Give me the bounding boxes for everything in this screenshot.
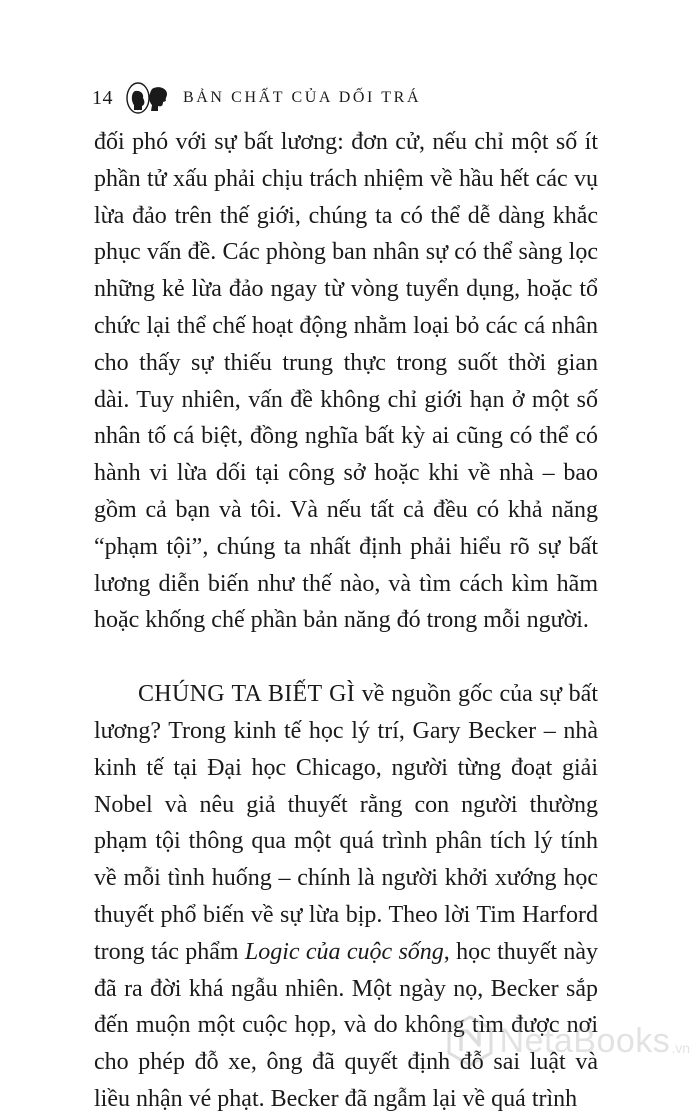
- paragraph-2-text-a: về nguồn gốc của sự bất lương? Trong kinh tế học lý trí, Gary Becker – nhà kinh tế tại Đại học Chicago, người từng đoạt giải Nobel và nêu giả thuyết rằng con người thường phạm tội thông qua một quá trình phân tích lý tính về mỗi tình huống – chính là người khởi xướng học thuyết phổ biến về sự lừa bịp. Theo lời Tim Harford trong tác phẩm: [94, 681, 598, 965]
- page-body: [94, 124, 598, 1118]
- twin-heads-ornament-icon: [125, 79, 171, 117]
- running-header: [92, 78, 421, 118]
- page-number: 14: [92, 86, 113, 109]
- paragraph-1: đối phó với sự bất lương: đơn cử, nếu chỉ một số ít phần tử xấu phải chịu trách nhiệm về hầu hết các vụ lừa đảo trên thế giới, chúng ta có thể dễ dàng khắc phục vấn đề. Các phòng ban nhân sự có thể sàng lọc những kẻ lừa đảo ngay từ vòng tuyển dụng, hoặc tổ chức lại thể chế hoạt động nhằm loại bỏ các cá nhân cho thấy sự thiếu trung thực trong suốt thời gian dài. Tuy nhiên, vấn đề không chỉ giới hạn ở một số nhân tố cá biệt, đồng nghĩa bất kỳ ai cũng có thể có hành vi lừa dối tại công sở hoặc khi về nhà – bao gồm cả bạn và tôi. Và nếu tất cả đều có khả năng “phạm tội”, chúng ta nhất định phải hiểu rõ sự bất lương diễn biến như thế nào, và tìm cách kìm hãm hoặc khống chế phần bản năng đó trong mỗi người.: [94, 129, 598, 634]
- paragraph-2-text-b: , học thuyết này đã ra đời khá ngẫu nhiên. Một ngày nọ, Becker sắp đến muộn một cuộc họp, và do không tìm được nơi cho phép đỗ xe, ông đã quyết định đỗ sai luật và liều nhận vé phạt. Becker đã ngẫm lại về quá trình: [94, 938, 599, 1112]
- book-title: Logic của cuộc sống: [244, 938, 444, 965]
- watermark: [447, 1014, 690, 1068]
- netabooks-logo-icon: [447, 1015, 493, 1067]
- running-title: BẢN CHẤT CỦA DỐI TRÁ: [183, 89, 422, 106]
- watermark-text: NetaBooks: [499, 1021, 671, 1060]
- paragraph-lead-caps: CHÚNG TA BIẾT GÌ: [138, 681, 356, 708]
- watermark-suffix: .vn: [671, 1040, 690, 1056]
